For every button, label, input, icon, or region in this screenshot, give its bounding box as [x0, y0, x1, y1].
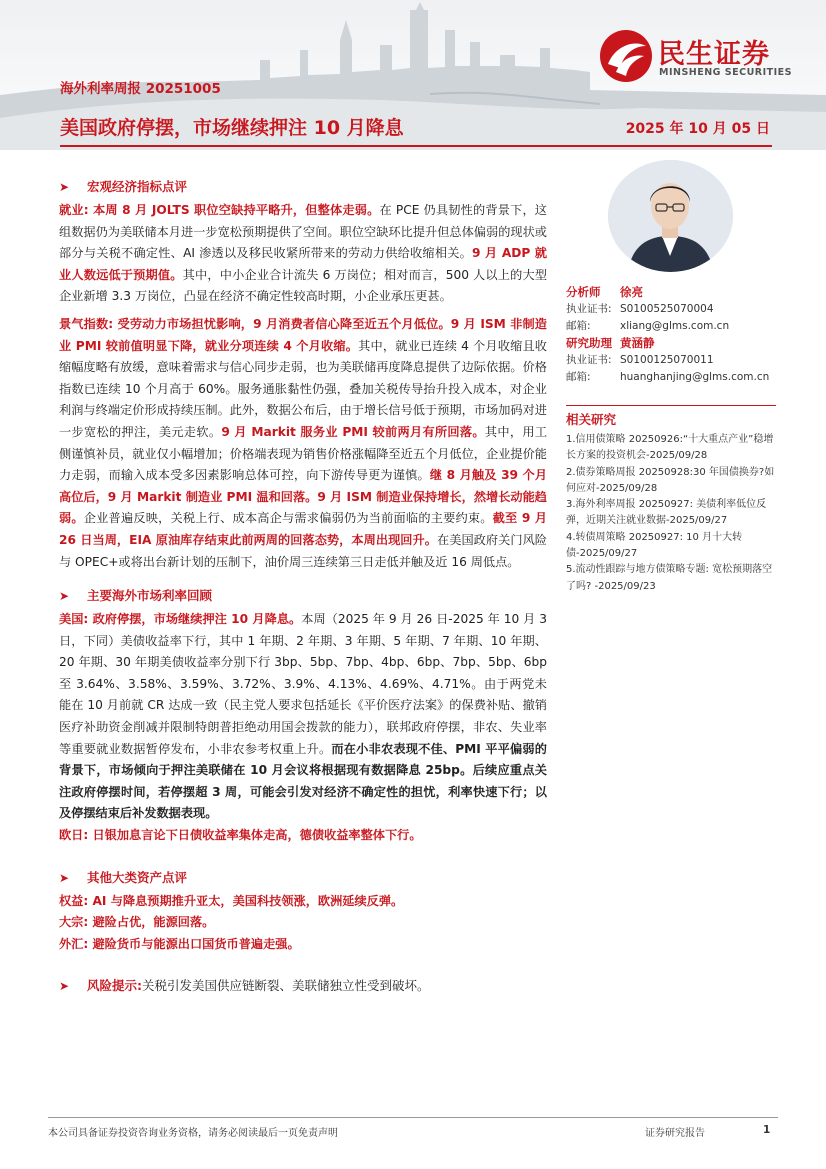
related-item[interactable]: 5.流动性跟踪与地方债策略专题: 宽松预期落空了吗? -2025/09/23 — [566, 564, 773, 592]
section-heading-rates: ➤ 主要海外市场利率回顾 — [59, 588, 213, 604]
paragraph-equity: 权益: AI 与降息预期推升亚太，美国科技领涨，欧洲延续反弹。 — [59, 893, 404, 908]
logo-english-name: MINSHENG SECURITIES — [659, 67, 792, 78]
title-divider — [60, 145, 772, 147]
section-heading-assets: ➤ 其他大类资产点评 — [59, 869, 188, 885]
related-research-heading: 相关研究 — [566, 412, 617, 427]
paragraph-us-rates: 美国: 政府停摆，市场继续押注 10 月降息。本周（2025 年 9 月 26 日-2025 年 10 月 3 日，下同）美债收益率下行，其中 1 年期、2 年期、3 年期、5 年期、7 年期、10 年期、20 年期、30 年期美债收益率分别下行 3bp、5bp、7bp、4bp、6bp、7bp、5bp、6bp 至 3.64%、3.58%、3.59%、3.72%、3.9%、4.13%、4.69%、4.71%。由于两党未能在 10 月前就 CR 达成一致（民主党人要求包括延长《平价医疗法案》的保费补贴、撤销医疗补助资金削减并限制特朗普拒绝动用国会拨款的能力），联邦政府停摆，非农、失业率等重要就业数据暂停发布，小非农参考权重上升。而在小非农表现不佳、PMI 平平偏弱的背景下，市场倾向于押注美联储在 10 月会议将根据现有数据降息 25bp。后续应重点关注政府停摆时间，若停摆超 3 周，可能会引发对经济不确定性的担忧，利率快速下行；以及停摆结束后补发数据表现。 — [59, 612, 547, 821]
paragraph-sentiment: 景气指数: 受劳动力市场担忧影响，9 月消费者信心降至近五个月低位。9 月 ISM 非制造业 PMI 较前值明显下降，就业分项连续 4 个月收缩。其中，就业已连续 4 个月收缩且收缩幅度略有放缓，意味着需求与信心同步走弱，也为美联储再度降息提供了边际依据。价格指数已连续 10 个月高于 60%。服务通胀黏性仍强，叠加关税传导抬升投入成本，对企业利润与终端定价形成持续压制。此外，数据公布后，由于增长信号低于预期，市场加码对进一步宽松的押注，美元走软。9 月 Markit 服务业 PMI 较前两月有所回落。其中，用工侧谨慎补员，就业仅小幅增加；价格端表现为销售价格涨幅降至近五个月低位，企业提价能力走弱，而输入成本受多因素影响总体可控，向下游传导更为谨慎。继 8 月触及 39 个月高位后，9 月 Markit 制造业 PMI 温和回落。9 月 ISM 制造业保持增长，然增长动能趋弱。企业普遍反映，关税上行、成本高企与需求偏弱仍为当前面临的主要约束。截至 9 月 26 日当周，EIA 原油库存结束此前两周的回落态势，本周出现回升。在美国政府关门风险与 OPEC+或将出台新计划的压制下，油价周三连续第三日走低并触及近 16 周低点。 — [59, 316, 548, 569]
main-content — [59, 178, 547, 999]
risk-warning: ➤ 风险提示:关税引发美国供应链断裂、美联储独立性受到破坏。 — [59, 978, 430, 994]
paragraph-eu-jp: 欧日: 日银加息言论下日债收益率集体走高，德债收益率整体下行。 — [59, 828, 422, 843]
paragraph-fx: 外汇: 避险货币与能源出口国货币普遍走强。 — [59, 936, 300, 951]
minsheng-logo — [598, 28, 808, 88]
related-research-list — [566, 432, 776, 595]
analyst-info — [566, 284, 776, 386]
footer-divider — [48, 1117, 778, 1118]
related-item[interactable]: 2.债券策略周报 20250928:30 年国债换券?如何应对-2025/09/28 — [566, 466, 775, 494]
analyst-photo — [608, 160, 733, 272]
paragraph-commodity: 大宗: 避险占优，能源回落。 — [59, 915, 215, 930]
footer-disclaimer: 本公司具备证券投资咨询业务资格，请务必阅读最后一页免责声明 — [48, 1128, 338, 1139]
chevron-right-icon: ➤ — [59, 870, 70, 885]
sidebar-divider — [566, 405, 776, 406]
analyst-cert: 执业证书: S0100125070011 — [566, 354, 714, 366]
analyst-row: 分析师 徐亮 — [566, 285, 643, 299]
related-item[interactable]: 4.转债周策略 20250927: 10 月十大转债-2025/09/27 — [566, 531, 743, 560]
section-heading-macro: ➤ 宏观经济指标点评 — [59, 179, 188, 194]
report-type: 海外利率周报 20251005 — [60, 81, 221, 97]
chevron-right-icon: ➤ — [59, 979, 70, 994]
analyst-email[interactable]: 邮箱: huanghanjing@glms.com.cn — [566, 371, 770, 383]
paragraph-employment: 就业: 本周 8 月 JOLTS 职位空缺持平略升，但整体走弱。在 PCE 仍具韧性的背景下，这组数据仍为美联储本月进一步宽松预期提供了空间。职位空缺环比提升但总体偏弱的现状或部分与关税不确定性、AI 渗透以及移民收紧所带来的劳动力供给收缩相关。9 月 ADP 就业人数远低于预期值。其中，中小企业合计流失 6 万岗位；相对而言，500 人以上的大型企业新增 3.3 万岗位，凸显在经济不确定性较高时期，小企业承压更甚。 — [59, 203, 548, 304]
chevron-right-icon: ➤ — [59, 589, 70, 604]
related-item[interactable]: 1.信用债策略 20250926:“十大重点产业”稳增长方案的投资机会-2025/09/28 — [566, 434, 774, 462]
analyst-email[interactable]: 邮箱: xliang@glms.com.cn — [566, 320, 730, 332]
page-number: 1 — [763, 1124, 771, 1136]
page-title: 美国政府停摆，市场继续押注 10 月降息 — [60, 117, 404, 139]
header-banner — [0, 0, 826, 150]
logo-chinese-name: 民生证券 — [658, 39, 770, 70]
minsheng-logo-mark-icon — [598, 28, 654, 84]
analyst-row: 研究助理 黄涵静 — [566, 336, 655, 350]
report-date: 2025 年 10 月 05 日 — [625, 121, 770, 137]
analyst-cert: 执业证书: S0100525070004 — [566, 303, 714, 315]
footer-report-kind: 证券研究报告 — [645, 1128, 705, 1139]
analyst-portrait-icon — [608, 160, 733, 272]
chevron-right-icon: ➤ — [59, 180, 70, 194]
related-item[interactable]: 3.海外利率周报 20250927: 美债利率低位反弹，近期关注就业数据-2025/09/27 — [566, 499, 767, 527]
